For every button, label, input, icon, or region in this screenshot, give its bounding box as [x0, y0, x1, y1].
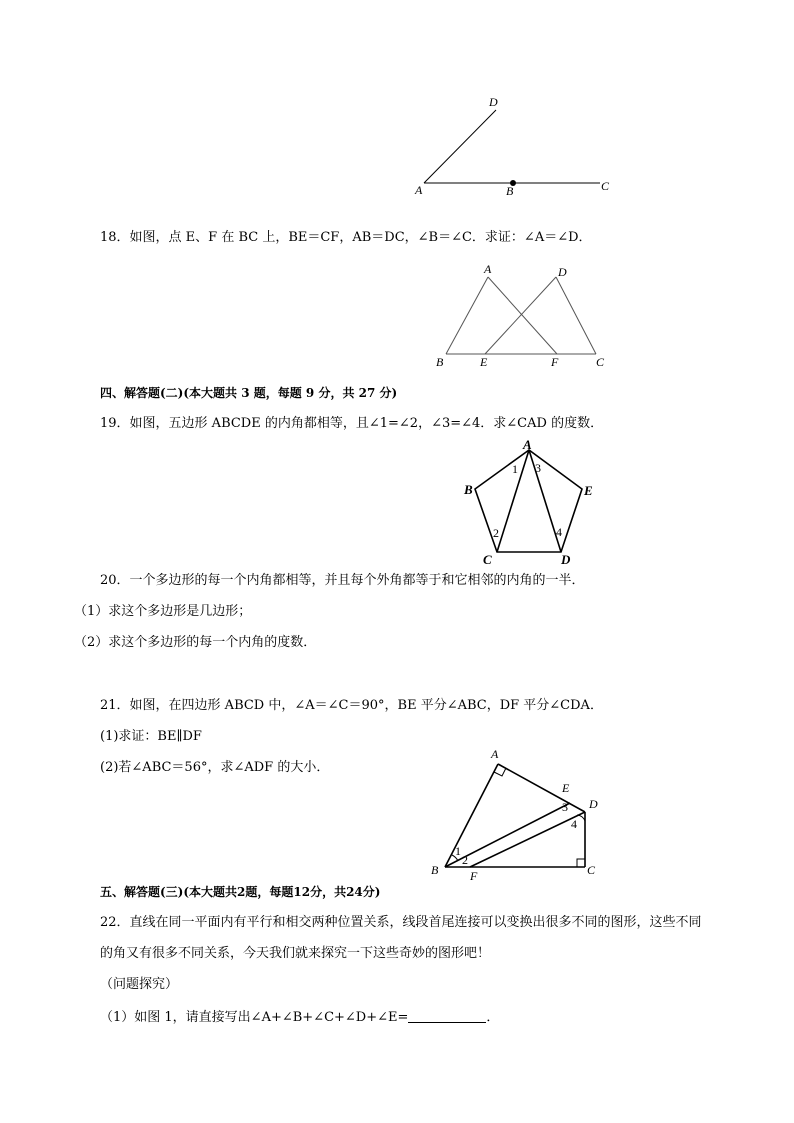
angle-3: 3: [562, 800, 568, 814]
label-c: C: [601, 179, 610, 193]
question-18-text: 18．如图，点 E、F 在 BC 上，BE＝CF，AB＝DC，∠B＝∠C．求证：∠A＝∠D．: [100, 230, 592, 245]
label-f: F: [551, 355, 559, 369]
question-19-text: 19．如图，五边形 ABCDE 的内角都相等，且∠1=∠2，∠3=∠4．求∠CAD 的度数．: [100, 416, 604, 431]
question-20-part-2: （2）求这个多边形的每一个内角的度数．: [74, 635, 317, 650]
label-d: D: [589, 797, 598, 811]
question-22-part-1-text: （1）如图 1，请直接写出∠A+∠B+∠C+∠D+∠E=: [100, 1010, 409, 1025]
question-21-part-2: (2)若∠ABC＝56°，求∠ADF 的大小．: [100, 760, 330, 775]
label-b: B: [436, 355, 444, 369]
label-b: B: [464, 482, 473, 497]
section-5-title: 五、解答题(三)(本大题共2题，每题12分，共24分): [100, 885, 381, 899]
label-a: A: [523, 437, 532, 452]
question-21-text: 21．如图，在四边形 ABCD 中，∠A＝∠C＝90°，BE 平分∠ABC，DF 平分∠CDA．: [100, 698, 603, 713]
question-22-line-1: 22．直线在同一平面内有平行和相交两种位置关系，线段首尾连接可以变换出很多不同的图形，这些不同: [100, 915, 702, 930]
angle-4: 4: [571, 817, 577, 831]
label-a: A: [415, 183, 423, 197]
label-c: C: [587, 863, 596, 877]
question-22-heading: （问题探究）: [100, 977, 179, 992]
label-d: D: [561, 552, 571, 567]
angle-4: 4: [556, 525, 562, 539]
angle-1: 1: [512, 462, 518, 476]
label-e: E: [584, 483, 593, 498]
label-c: C: [483, 552, 492, 567]
label-f: F: [470, 869, 478, 880]
label-e: E: [480, 355, 488, 369]
label-b: B: [506, 184, 514, 198]
label-c: C: [596, 355, 605, 369]
angle-3: 3: [535, 461, 541, 475]
question-21-part-1: (1)求证：BE∥DF: [100, 729, 202, 744]
label-d: D: [558, 265, 567, 279]
question-20-part-1: （1）求这个多边形是几边形；: [74, 604, 252, 619]
question-22-line-2: 的角又有很多不同关系，今天我们就来探究一下这些奇妙的图形吧！: [100, 946, 491, 961]
label-b: B: [431, 863, 439, 877]
figure-q21: [425, 740, 615, 880]
figure-q17: [400, 90, 630, 200]
label-a: A: [484, 262, 492, 276]
angle-2: 2: [493, 526, 499, 540]
label-e: E: [562, 781, 570, 795]
label-d: D: [489, 95, 498, 109]
figure-q19: [455, 434, 605, 569]
question-22-part-1-end: ．: [486, 1010, 500, 1025]
section-4-title: 四、解答题(二)(本大题共 3 题，每题 9 分，共 27 分): [100, 386, 398, 400]
angle-1: 1: [455, 844, 461, 858]
angle-2: 2: [462, 853, 468, 867]
question-22-part-1: [100, 1008, 499, 1027]
figure-q18: [430, 260, 610, 375]
answer-blank[interactable]: [408, 1008, 486, 1023]
question-20-text: 20．一个多边形的每一个内角都相等，并且每个外角都等于和它相邻的内角的一半．: [100, 573, 585, 588]
label-a: A: [491, 747, 499, 761]
